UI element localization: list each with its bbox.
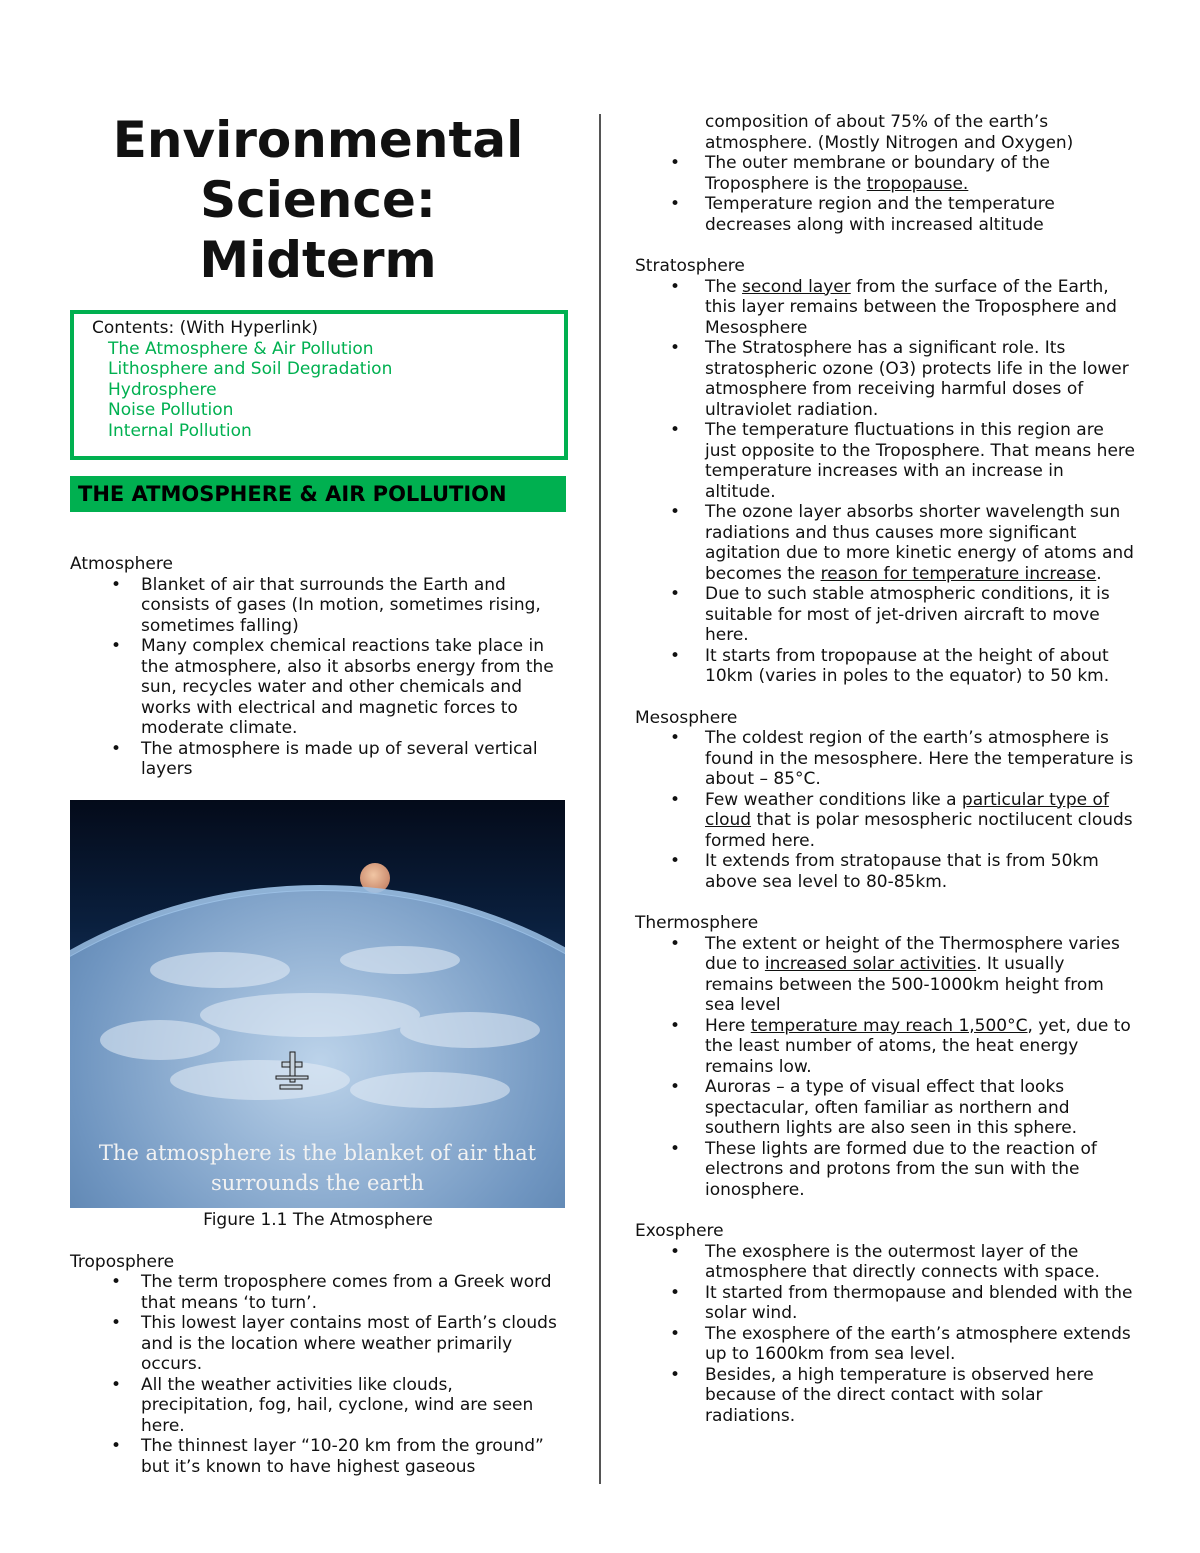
list-item: • The exosphere is the outermost layer of the atmosphere that directly connects with space. [635,1242,1135,1283]
title-line-1: Environmental [112,111,524,169]
list-item [635,934,1135,1016]
list-item: • All the weather activities like clouds, precipitation, fog, hail, cyclone, wind are seen here. [70,1375,566,1437]
list-item: • Blanket of air that surrounds the Earth and consists of gases (In motion, sometimes rising, sometimes falling) [70,575,566,637]
list-item: • The Stratosphere has a significant role. Its stratospheric ozone (O3) protects life in the lower atmosphere from receiving harmful doses of ultraviolet radiation. [635,338,1135,420]
text-run: The ozone layer absorbs shorter wavelength sun radiations and thus causes more significant agitation due to more kinetic energy of atoms and becomes the [705,502,1134,584]
list-item: • Besides, a high temperature is observed here because of the direct contact with solar radiations. [635,1365,1135,1427]
troposphere-continued: composition of about 75% of the earth’s atmosphere. (Mostly Nitrogen and Oxygen) [705,112,1074,153]
title-line-2: Science: [200,171,436,229]
mesosphere-list [635,728,1135,892]
stratosphere-heading: Stratosphere [635,256,745,276]
list-item: • The atmosphere is made up of several vertical layers [70,739,566,780]
list-item: • It starts from tropopause at the height of about 10km (varies in poles to the equator) to 50 km. [635,646,1135,687]
toc-label: Contents: (With Hyperlink) [92,318,319,338]
text-run: Few weather conditions like a [705,789,962,810]
section-banner: THE ATMOSPHERE & AIR POLLUTION [70,476,566,512]
text-run: , yet, due to the least number of atoms, the heat energy remains low. [705,1015,1131,1077]
mesosphere-heading: Mesosphere [635,707,738,728]
text-run: . It usually remains between the 500-1000km height from sea level [705,954,1104,1015]
text-run: The outer membrane or boundary of the Troposphere is the [705,153,1051,194]
list-item: • The exosphere of the earth’s atmosphere extends up to 1600km from sea level. [635,1324,1135,1365]
text-run: The extent or height of the Thermosphere varies due to [705,933,1120,974]
troposphere-list [70,1272,566,1477]
toc-link-noise-pollution[interactable]: Noise Pollution [108,400,234,420]
column-divider [599,114,601,1484]
thermosphere-list [635,934,1135,1201]
text-run: from the surface of the Earth, this layer remains between the Troposphere and Mesosphere [705,276,1117,338]
list-item: • The coldest region of the earth’s atmosphere is found in the mesosphere. Here the temperature is about – 85°C. [635,728,1135,790]
text-run: that is polar mesospheric noctilucent clouds formed here. [705,810,1133,851]
table-of-contents [70,310,568,460]
document-title [70,110,566,290]
toc-link-internal-pollution[interactable]: Internal Pollution [108,420,252,441]
list-item [635,277,1135,339]
list-item: • Auroras – a type of visual effect that looks spectacular, often familiar as northern and southern lights are also seen in this sphere. [635,1077,1135,1139]
text-run: Here [705,1015,751,1036]
text-run: . [1096,563,1102,584]
second-layer-link[interactable]: second layer [742,276,851,297]
exosphere-list [635,1242,1135,1427]
list-item: • The temperature fluctuations in this region are just opposite to the Troposphere. That means here temperature increases with an increase in altitude. [635,420,1135,502]
figure-caption: Figure 1.1 The Atmosphere [203,1209,433,1230]
title-line-3: Midterm [199,231,437,289]
list-item [635,153,1135,194]
toc-link-hydrosphere[interactable]: Hydrosphere [108,379,217,400]
list-item: • Due to such stable atmospheric conditions, it is suitable for most of jet-driven aircraft to move here. [635,584,1135,646]
atmosphere-list [70,575,566,780]
toc-link-atmosphere[interactable]: The Atmosphere & Air Pollution [108,338,374,359]
list-item: • This lowest layer contains most of Earth’s clouds and is the location where weather primarily occurs. [70,1313,566,1375]
list-item: • It extends from stratopause that is from 50km above sea level to 80-85km. [635,851,1135,892]
thermosphere-heading: Thermosphere [635,913,759,933]
atmosphere-heading: Atmosphere [70,554,173,574]
list-item [635,502,1135,584]
stratosphere-list [635,277,1135,687]
list-item: • Temperature region and the temperature decreases along with increased altitude [635,194,1135,235]
list-item [635,790,1135,852]
list-item: • These lights are formed due to the reaction of electrons and protons from the sun with the ionosphere. [635,1139,1135,1201]
troposphere-list-continued [635,153,1135,235]
list-item: • It started from thermopause and blended with the solar wind. [635,1283,1135,1324]
temperature-increase-link[interactable]: reason for temperature increase [820,563,1097,584]
text-run: The [705,276,743,297]
image-caption-line-2: surrounds the earth [211,1170,424,1195]
list-item: • The term troposphere comes from a Greek word that means ‘to turn’. [70,1272,566,1313]
right-column [635,112,1135,1426]
troposphere-heading: Troposphere [70,1251,175,1272]
tropopause-link[interactable]: tropopause. [866,173,969,194]
cloud-type-link[interactable]: particular type of cloud [705,789,1109,830]
left-column [70,110,566,1477]
list-item: • Many complex chemical reactions take place in the atmosphere, also it absorbs energy from the sun, recycles water and other chemicals and works with electrical and magnetic forces to moderate climate. [70,636,566,739]
temperature-reach-link[interactable]: temperature may reach 1,500°C [750,1015,1028,1036]
toc-link-lithosphere[interactable]: Lithosphere and Soil Degradation [108,359,393,379]
list-item: • The thinnest layer “10-20 km from the ground” but it’s known to have highest gaseous [70,1436,566,1477]
image-caption-line-1: The atmosphere is the blanket of air that [98,1140,537,1165]
exosphere-heading: Exosphere [635,1221,724,1241]
list-item [635,1016,1135,1078]
atmosphere-photo [70,800,565,1208]
solar-activities-link[interactable]: increased solar activities [764,954,977,974]
